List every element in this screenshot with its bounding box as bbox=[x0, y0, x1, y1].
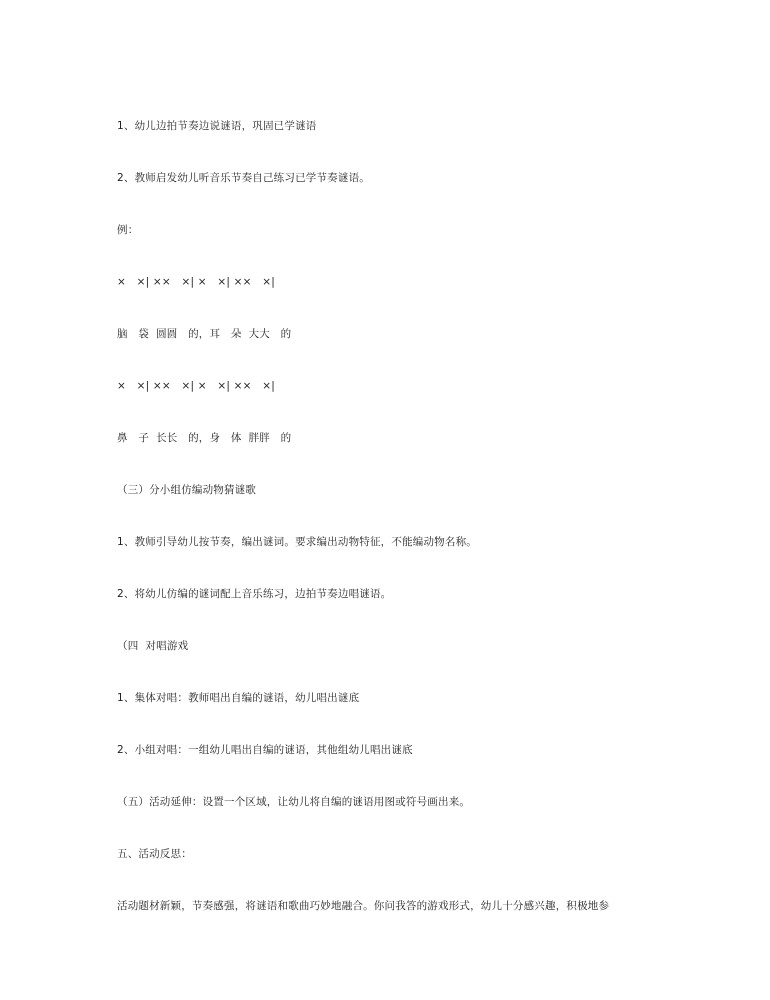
lyrics-line-1: 脑 袋 圆圆 的，耳 朵 大大 的 bbox=[117, 328, 292, 340]
section-3-step-2: 2、将幼儿仿编的谜词配上音乐练习，边拍节奏边唱谜语。 bbox=[117, 588, 392, 600]
section-3-heading: （三）分小组仿编动物猜谜歌 bbox=[117, 484, 257, 496]
rhythm-notation-line-1: × ×| ×× ×| × ×| ×× ×| bbox=[117, 276, 275, 288]
section-3-step-1: 1、教师引导幼儿按节奏，编出谜词。要求编出动物特征，不能编动物名称。 bbox=[117, 536, 477, 548]
section-4-step-1: 1、集体对唱：教师唱出自编的谜语，幼儿唱出谜底 bbox=[117, 692, 360, 704]
section-4-heading: （四 对唱游戏 bbox=[117, 640, 189, 652]
rhythm-notation-line-2: × ×| ×× ×| × ×| ×× ×| bbox=[117, 380, 275, 392]
step-2-practice-with-music: 2、教师启发幼儿听音乐节奏自己练习已学节奏谜语。 bbox=[117, 172, 370, 184]
example-label: 例： bbox=[117, 224, 139, 236]
reflection-paragraph: 活动题材新颖，节奏感强，将谜语和歌曲巧妙地融合。你问我答的游戏形式，幼儿十分感兴趣，积极地参 bbox=[117, 900, 610, 912]
lyrics-line-2: 鼻 子 长长 的，身 体 胖胖 的 bbox=[117, 432, 292, 444]
step-1-chant-riddles: 1、幼儿边拍节奏边说谜语，巩固已学谜语 bbox=[117, 120, 317, 132]
section-4-step-2: 2、小组对唱：一组幼儿唱出自编的谜语，其他组幼儿唱出谜底 bbox=[117, 744, 413, 756]
reflection-heading: 五、活动反思： bbox=[117, 848, 192, 860]
section-5-extension: （五）活动延伸：设置一个区域，让幼儿将自编的谜语用图或符号画出来。 bbox=[117, 796, 471, 808]
